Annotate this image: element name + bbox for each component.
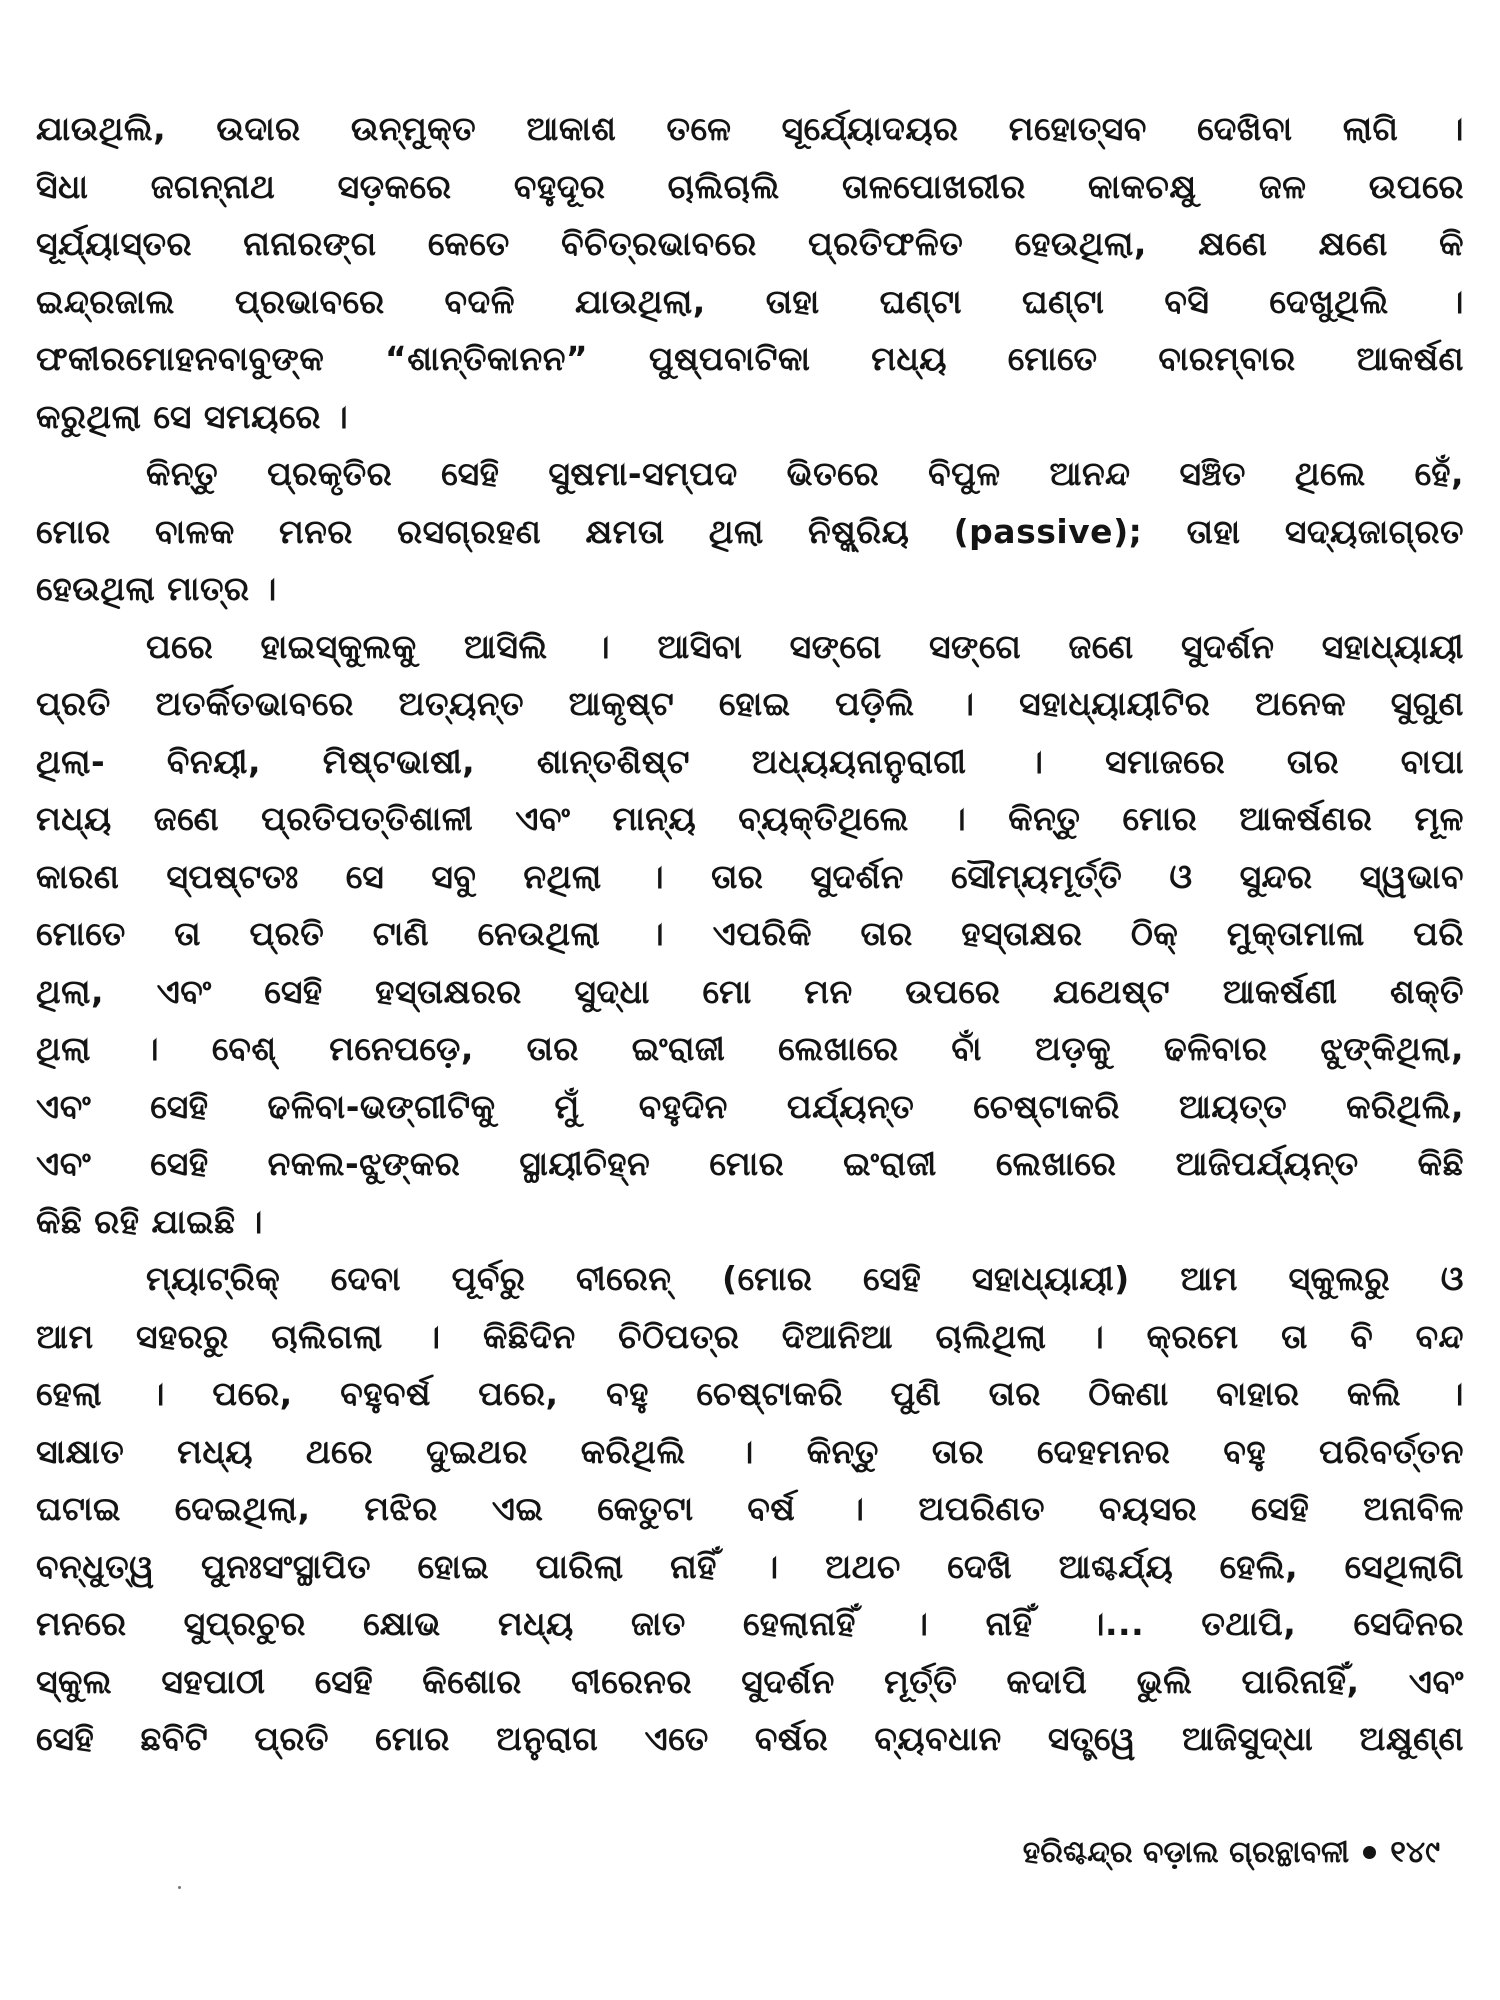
- text-line: ଥିଲା- ବିନୟୀ, ମିଷ୍ଟଭାଷୀ, ଶାନ୍ତଶିଷ୍ଟ ଅଧ୍ୟୟନାନୁରାଗୀ । ସମାଜରେ ତାର ବାପା: [36, 741, 1464, 781]
- bullet-separator: [1363, 1846, 1376, 1859]
- book-title: ହରିଶ୍ଚନ୍ଦ୍ର ବଡ଼ାଲ ଗ୍ରନ୍ଥାବଳୀ: [1022, 1835, 1350, 1870]
- text-line: ସେହି ଛବିଟି ପ୍ରତି ମୋର ଅନୁରାଗ ଏତେ ବର୍ଷର ବ୍ୟବଧାନ ସତ୍ତ୍ୱେ ଆଜିସୁଦ୍ଧା ଅକ୍ଷୁଣ୍ଣ: [36, 1719, 1464, 1758]
- text-line: ଏବଂ ସେହି ନକଲ-ଝୁଙ୍କର ସ୍ଥାୟୀଚିହ୍ନ ମୋର ଇଂରାଜୀ ଲେଖାରେ ଆଜିପର୍ଯ୍ୟନ୍ତ କିଛି: [36, 1144, 1464, 1183]
- text-line: ହେଲା । ପରେ, ବହୁବର୍ଷ ପରେ, ବହୁ ଚେଷ୍ଟାକରି ପୁଣି ତାର ଠିକଣା ବାହାର କଲି ।: [36, 1374, 1464, 1413]
- text-line: ମୋତେ ତା ପ୍ରତି ଟାଣି ନେଉଥିଲା । ଏପରିକି ତାର ହସ୍ତାକ୍ଷର ଠିକ୍ ମୁକ୍ତାମାଳା ପରି: [36, 914, 1464, 953]
- text-line: ଥିଲା, ଏବଂ ସେହି ହସ୍ତାକ୍ଷରର ସୁଦ୍ଧା ମୋ ମନ ଉପରେ ଯଥେଷ୍ଟ ଆକର୍ଷଣୀ ଶକ୍ତି: [36, 971, 1464, 1011]
- paragraph-start-line: କିନ୍ତୁ ପ୍ରକୃତିର ସେହି ସୁଷମା-ସମ୍ପଦ ଭିତରେ ବିପୁଳ ଆନନ୍ଦ ସଞ୍ଚିତ ଥିଲେ ହେଁ,: [146, 454, 1464, 493]
- paper-speck: [178, 1886, 181, 1889]
- paragraph-start-line: ମ୍ୟାଟ୍ରିକ୍ ଦେବା ପୂର୍ବରୁ ବୀରେନ୍ (ମୋର ସେହି ସହାଧ୍ୟାୟୀ) ଆମ ସ୍କୁଲରୁ ଓ: [146, 1259, 1464, 1298]
- text-line: ସୂର୍ଯ୍ୟାସ୍ତର ନାନାରଙ୍ଗ କେତେ ବିଚିତ୍ରଭାବରେ ପ୍ରତିଫଳିତ ହେଉଥିଲା, କ୍ଷଣେ କ୍ଷଣେ କି: [36, 224, 1464, 263]
- text-line: ଫକୀରମୋହନବାବୁଙ୍କ “ଶାନ୍ତିକାନନ” ପୁଷ୍ପବାଟିକା ମଧ୍ୟ ମୋତେ ବାରମ୍ବାର ଆକର୍ଷଣ: [36, 339, 1464, 378]
- text-line: ଘଟାଇ ଦେଇଥିଲା, ମଝିର ଏଇ କେତୁଟା ବର୍ଷ । ଅପରିଣତ ବୟସର ସେହି ଅନାବିଳ: [36, 1489, 1464, 1528]
- text-line: କିଛି ରହି ଯାଇଛି ।: [36, 1201, 263, 1241]
- text-line: ପ୍ରତି ଅତର୍କିତଭାବରେ ଅତ୍ୟନ୍ତ ଆକୃଷ୍ଟ ହୋଇ ପଡ଼ିଲି । ସହାଧ୍ୟାୟୀଟିର ଅନେକ ସୁଗୁଣ: [36, 684, 1464, 723]
- text-line: ମନରେ ସୁପ୍ରଚୁର କ୍ଷୋଭ ମଧ୍ୟ ଜାତ ହେଲାନାହିଁ । ନାହିଁ ।... ତଥାପି, ସେଦିନର: [36, 1604, 1464, 1643]
- text-line: ସ୍କୁଲ ସହପାଠୀ ସେହି କିଶୋର ବୀରେନର ସୁଦର୍ଶନ ମୂର୍ତ୍ତି କଦାପି ଭୁଲି ପାରିନାହିଁ, ଏବଂ: [36, 1661, 1464, 1701]
- page-body: [36, 100, 1464, 1960]
- text-line: କରୁଥିଲା ସେ ସମୟରେ ।: [36, 396, 349, 436]
- text-line: ମୋର ବାଳକ ମନର ରସଗ୍ରହଣ କ୍ଷମତା ଥିଲା ନିଷ୍କ୍ରିୟ (passive); ତାହା ସଦ୍ୟଜାଗ୍ରତ: [36, 511, 1464, 551]
- text-line: କାରଣ ସ୍ପଷ୍ଟତଃ ସେ ସବୁ ନଥିଲା । ତାର ସୁଦର୍ଶନ ସୌମ୍ୟମୂର୍ତ୍ତି ଓ ସୁନ୍ଦର ସ୍ୱଭାବ: [36, 856, 1464, 896]
- page-footer: [1023, 1835, 1440, 1870]
- text-line: ଇନ୍ଦ୍ରଜାଲ ପ୍ରଭାବରେ ବଦଳି ଯାଉଥିଲା, ତାହା ଘଣ୍ଟା ଘଣ୍ଟା ବସି ଦେଖୁଥିଲି ।: [36, 281, 1464, 321]
- text-line: ଆମ ସହରରୁ ଚାଲିଗଲା । କିଛିଦିନ ଚିଠିପତ୍ର ଦିଆନିଆ ଚାଲିଥିଲା । କ୍ରମେ ତା ବି ବନ୍ଦ: [36, 1316, 1464, 1356]
- page-number: ୧୪୯: [1390, 1835, 1440, 1870]
- paragraph-start-line: ପରେ ହାଇସ୍କୁଲକୁ ଆସିଲି । ଆସିବା ସଙ୍ଗେ ସଙ୍ଗେ ଜଣେ ସୁଦର୍ଶନ ସହାଧ୍ୟାୟୀ: [146, 626, 1464, 666]
- text-line: ଯାଉଥିଲି, ଉଦାର ଉନ୍ମୁକ୍ତ ଆକାଶ ତଳେ ସୂର୍ଯ୍ୟୋଦୟର ମହୋତ୍ସବ ଦେଖିବା ଲାଗି ।: [36, 109, 1464, 148]
- text-line: ଏବଂ ସେହି ଢଳିବା-ଭଙ୍ଗୀଟିକୁ ମୁଁ ବହୁଦିନ ପର୍ଯ୍ୟନ୍ତ ଚେଷ୍ଟାକରି ଆୟତ୍ତ କରିଥିଲି,: [36, 1086, 1464, 1126]
- text-line: ବନ୍ଧୁତ୍ୱ ପୁନଃସଂସ୍ଥାପିତ ହୋଇ ପାରିଲା ନାହିଁ । ଅଥଚ ଦେଖି ଆଶ୍ଚର୍ଯ୍ୟ ହେଲି, ସେଥିଲାଗି: [36, 1546, 1464, 1586]
- text-line: ସିଧା ଜଗନ୍ନାଥ ସଡ଼କରେ ବହୁଦୂର ଚାଲିଚାଲି ତାଳପୋଖରୀର କାକଚକ୍ଷୁ ଜଳ ଉପରେ: [36, 166, 1464, 206]
- text-line: ମଧ୍ୟ ଜଣେ ପ୍ରତିପତ୍ତିଶାଳୀ ଏବଂ ମାନ୍ୟ ବ୍ୟକ୍ତିଥିଲେ । କିନ୍ତୁ ମୋର ଆକର୍ଷଣର ମୂଳ: [36, 799, 1464, 838]
- text-line: ସାକ୍ଷାତ ମଧ୍ୟ ଥରେ ଦୁଇଥର କରିଥିଲି । କିନ୍ତୁ ତାର ଦେହମନର ବହୁ ପରିବର୍ତ୍ତନ: [36, 1431, 1464, 1471]
- text-line: ହେଉଥିଲା ମାତ୍ର ।: [36, 569, 277, 608]
- text-line: ଥିଲା । ବେଶ୍ ମନେପଡ଼େ, ତାର ଇଂରାଜୀ ଲେଖାରେ ବାଁ ଅଡ଼କୁ ଢଳିବାର ଝୁଙ୍କିଥିଲା,: [36, 1029, 1464, 1068]
